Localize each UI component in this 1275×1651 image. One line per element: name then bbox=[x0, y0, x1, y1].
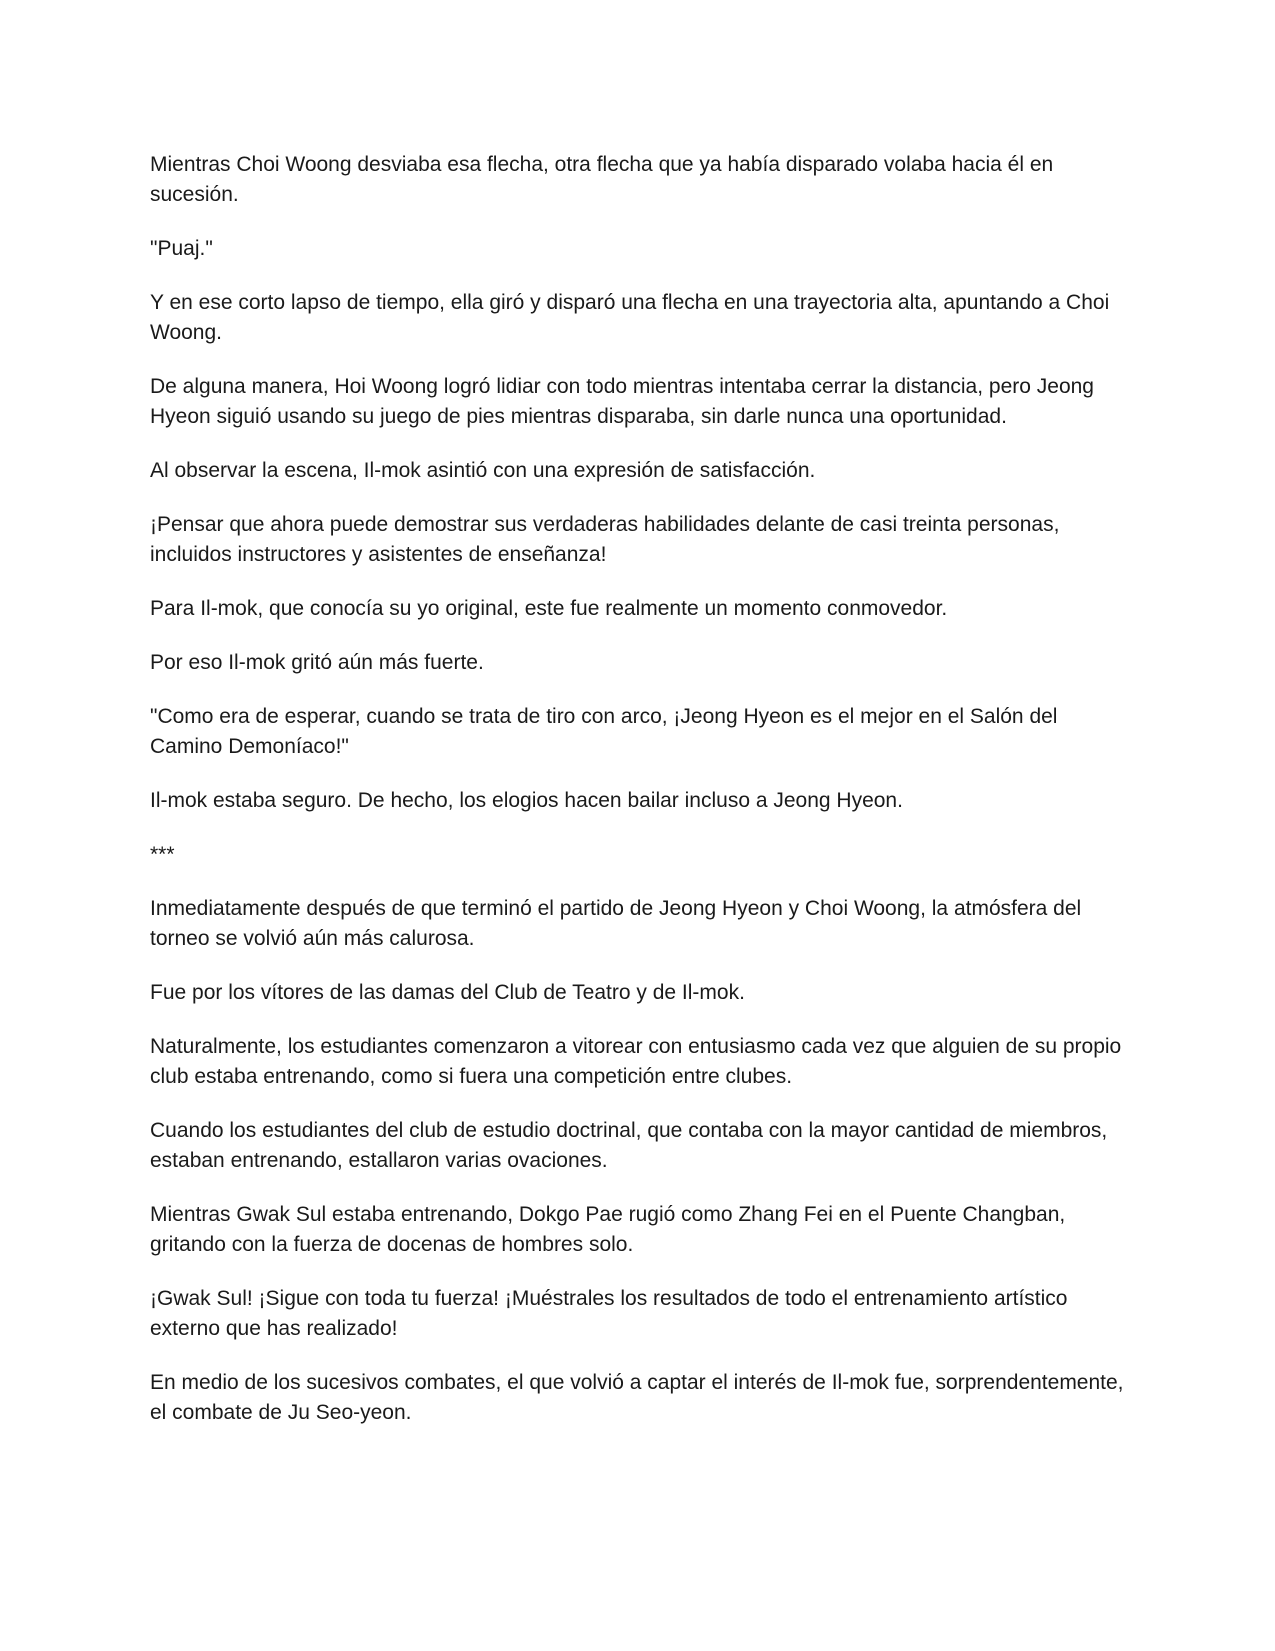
paragraph: Naturalmente, los estudiantes comenzaron a vitorear con entusiasmo cada vez que alguien de su propio club estaba entrenando, como si fuera una competición entre clubes. bbox=[150, 1035, 1122, 1088]
paragraph: Y en ese corto lapso de tiempo, ella giró y disparó una flecha en una trayectoria alta, apuntando a Choi Woong. bbox=[150, 291, 1110, 344]
paragraph: En medio de los sucesivos combates, el que volvió a captar el interés de Il-mok fue, sorprendentemente, el combate de Ju Seo-yeon. bbox=[150, 1371, 1124, 1424]
paragraph: Para Il-mok, que conocía su yo original, este fue realmente un momento conmovedor. bbox=[150, 597, 948, 620]
document-body bbox=[150, 150, 1125, 1452]
paragraph: Mientras Choi Woong desviaba esa flecha, otra flecha que ya había disparado volaba hacia él en sucesión. bbox=[150, 153, 1054, 206]
paragraph: Fue por los vítores de las damas del Club de Teatro y de Il-mok. bbox=[150, 981, 745, 1004]
paragraph: De alguna manera, Hoi Woong logró lidiar con todo mientras intentaba cerrar la distancia, pero Jeong Hyeon siguió usando su juego de pies mientras disparaba, sin darle nunca una oportunidad. bbox=[150, 375, 1094, 428]
paragraph: "Puaj." bbox=[150, 237, 213, 260]
paragraph: Por eso Il-mok gritó aún más fuerte. bbox=[150, 651, 484, 674]
paragraph: ¡Gwak Sul! ¡Sigue con toda tu fuerza! ¡Muéstrales los resultados de todo el entrenamiento artístico externo que has realizado! bbox=[150, 1287, 1068, 1340]
paragraph: ¡Pensar que ahora puede demostrar sus verdaderas habilidades delante de casi treinta personas, incluidos instructores y asistentes de enseñanza! bbox=[150, 513, 1060, 566]
section-break: *** bbox=[150, 843, 175, 866]
paragraph: Al observar la escena, Il-mok asintió con una expresión de satisfacción. bbox=[150, 459, 816, 482]
paragraph: "Como era de esperar, cuando se trata de tiro con arco, ¡Jeong Hyeon es el mejor en el Salón del Camino Demoníaco!" bbox=[150, 705, 1058, 758]
paragraph: Cuando los estudiantes del club de estudio doctrinal, que contaba con la mayor cantidad de miembros, estaban entrenando, estallaron varias ovaciones. bbox=[150, 1119, 1108, 1172]
paragraph: Mientras Gwak Sul estaba entrenando, Dokgo Pae rugió como Zhang Fei en el Puente Changban, gritando con la fuerza de docenas de hombres solo. bbox=[150, 1203, 1066, 1256]
paragraph: Il-mok estaba seguro. De hecho, los elogios hacen bailar incluso a Jeong Hyeon. bbox=[150, 789, 903, 812]
paragraph: Inmediatamente después de que terminó el partido de Jeong Hyeon y Choi Woong, la atmósfera del torneo se volvió aún más calurosa. bbox=[150, 897, 1082, 950]
